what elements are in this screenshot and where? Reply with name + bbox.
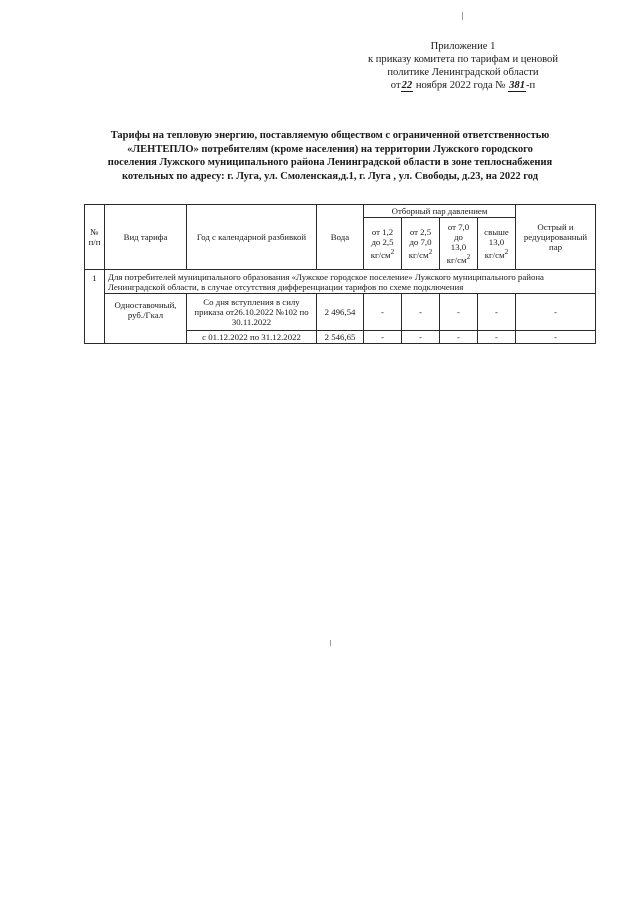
header-row-1 [85,205,596,218]
row-pressure-4-value: - [478,294,516,331]
title-line-4: котельных по адресу: г. Луга, ул. Смоленская,д.1, г. Луга , ул. Свободы, д.23, на 2022 год [121,170,539,182]
row-pressure-2-value: - [402,331,440,344]
order-day-handwritten: 22 [401,80,413,91]
header-water: Вода [317,205,364,270]
row-num: 1 [85,270,105,344]
scan-artifact-mark [330,640,331,646]
row-sharp-steam-value: - [516,294,596,331]
title-line-3: поселения Лужского муниципального района Ленинградской области в зоне теплоснабжения [107,157,553,169]
header-pressure-4: свыше 13,0 $кг/см^2$ [478,218,516,270]
scan-artifact-mark [462,12,463,20]
table-row [85,294,596,331]
order-month-year: ноября 2022 года № [415,80,506,91]
row-water-value: 2 546,65 [317,331,364,344]
title-line-1: Тарифы на тепловую энергию, поставляемую обществом с ограниченной ответственностью [110,130,550,141]
row-description: Для потребителей муниципального образования «Лужское городское поселение» Лужского муниципального района Ленинградской области, в случае отсутствия дифференциации тарифов по схеме подключения [105,270,596,294]
appendix-order-date [340,79,586,92]
row-period: с 01.12.2022 по 31.12.2022 [187,331,317,344]
header-steam-group: Отборный пар давлением [364,205,516,218]
header-pressure-2: от 2,5 до 7,0 $кг/см^2$ [402,218,440,270]
row-pressure-2-value: - [402,294,440,331]
title-line-2: «ЛЕНТЕПЛО» потребителям (кроме населения) на территории Лужского городского [127,143,533,155]
row-pressure-3-value: - [440,331,478,344]
row-pressure-4-value: - [478,331,516,344]
row-sharp-steam-value: - [516,331,596,344]
order-suffix: -п [526,80,536,91]
tariff-table [84,204,596,344]
header-year-breakdown: Год с календарной разбивкой [187,205,317,270]
table-row [85,270,596,294]
header-sharp-steam: Острый и редуцированный пар [516,205,596,270]
document-title [80,129,580,183]
row-pressure-1-value: - [364,294,402,331]
row-pressure-1-value: - [364,331,402,344]
row-water-value: 2 496,54 [317,294,364,331]
row-period: Со дня вступления в силу приказа от26.10.2022 №102 по 30.11.2022 [187,294,317,331]
order-number-handwritten: 381 [509,80,525,91]
header-num: № п/п [85,205,105,270]
row-pressure-3-value: - [440,294,478,331]
row-tariff-type: Одноставочный, руб./Гкал [105,294,187,344]
header-pressure-3: от 7,0 до 13,0 $кг/см^2$ [440,218,478,270]
appendix-committee: политике Ленинградской области [387,67,539,78]
appendix-block [340,40,586,92]
header-pressure-1: от 1,2 до 2,5 $кг/см^2$ [364,218,402,270]
header-tariff-type: Вид тарифа [105,205,187,270]
appendix-order-reference: к приказу комитета по тарифам и ценовой [367,54,559,65]
order-prefix: от [390,80,401,91]
appendix-title: Приложение 1 [430,41,496,52]
